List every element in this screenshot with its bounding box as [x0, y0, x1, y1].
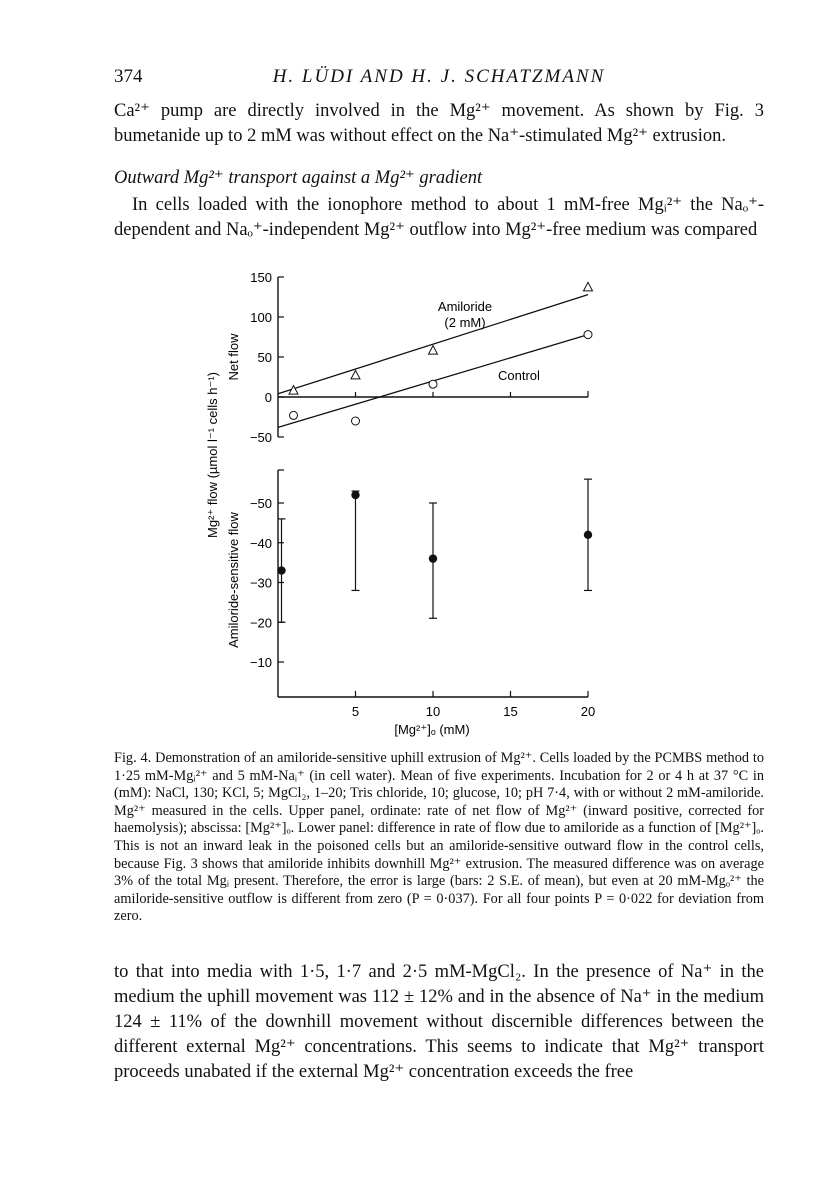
- upper-y-tick-label: −50: [249, 430, 272, 445]
- upper-ylabel: Net flow: [226, 333, 241, 381]
- lower-x-tick-label: 5: [351, 704, 360, 719]
- upper-y-tick-label: 50: [257, 350, 272, 365]
- paragraph-1: Ca²⁺ pump are directly involved in the Mg²⁺ movement. As shown by Fig. 3 bumetanide up to 2 mM was without effect on the Na⁺-stimulated Mg²⁺ extrusion.: [114, 101, 764, 146]
- amiloride-label-conc: (2 mM): [444, 315, 486, 330]
- control-point: [290, 411, 298, 419]
- section-heading: Outward Mg²⁺ transport against a Mg²⁺ gradient: [114, 168, 483, 188]
- control-point: [352, 417, 360, 425]
- running-title: H. LÜDI AND H. J. SCHATZMANN: [272, 66, 606, 87]
- lower-x-tick-label: 10: [425, 704, 441, 719]
- amiloride-sensitive-point: [277, 566, 285, 574]
- amiloride-sensitive-point: [351, 491, 359, 499]
- amiloride-point: [351, 370, 360, 379]
- upper-y-tick-label: 100: [250, 310, 272, 325]
- lower-y-tick-label: −50: [249, 496, 272, 511]
- control-point: [584, 331, 592, 339]
- control-label: Control: [498, 368, 540, 383]
- paragraph-2: In cells loaded with the ionophore method to about 1 mM-free Mgᵢ²⁺ the Naₒ⁺-dependent and Naₒ⁺-independent Mg²⁺ outflow into Mg²⁺-free medium was compared: [114, 195, 764, 240]
- amiloride-point: [584, 282, 593, 291]
- upper-panel: [250, 270, 593, 445]
- page-number: 374: [114, 66, 143, 87]
- figure-4: [0, 260, 816, 760]
- amiloride-point: [429, 346, 438, 355]
- amiloride-label: Amiloride: [437, 299, 493, 314]
- lower-y-tick-label: −10: [249, 655, 272, 670]
- page-header: [114, 66, 764, 92]
- lower-panel: [250, 470, 595, 719]
- caption-fig-label: Fig. 4.: [114, 750, 152, 766]
- lower-y-tick-label: −40: [249, 535, 272, 551]
- lower-y-tick-label: −30: [249, 575, 272, 591]
- x-axis-label: [Mg²⁺]ₒ (mM): [394, 722, 470, 737]
- lower-ylabel: Amiloride-sensitive flow: [226, 512, 241, 648]
- lower-x-tick-label: 20: [580, 704, 596, 719]
- amiloride-sensitive-point: [429, 554, 437, 562]
- control-point: [429, 380, 437, 388]
- caption-text: Demonstration of an amiloride-sensitive uphill extrusion of Mg²⁺. Cells loaded by the PCMBS method to 1·25 mM-Mgᵢ²⁺ and 5 mM-Naᵢ⁺ (in cell water). Mean of five experiments. Incubation for 2 or 4 h at 37 °C in (mM): NaCl, 130; KCl, 5; MgCl₂, 1–20; Tris chloride, 10; glucose, 10; pH 7·4, with or without 2 mM-amiloride. Mg²⁺ measured in the cells. Upper panel, ordinate: rate of net flow of Mg²⁺ (inward positive, corrected for haemolysis); abscissa: [Mg²⁺]ₒ. Lower panel: difference in rate of flow due to amiloride as a function of [Mg²⁺]ₒ. This is not an inward leak in the poisoned cells but an amiloride-sensitive outward flow in the control cells, because Fig. 3 shows that amiloride inhibits downhill Mg²⁺ extrusion. The measured difference was on average 3% of the total Mgᵢ present. Therefore, the error is large (bars: 2 S.E. of mean), but even at 20 mM-Mgₒ²⁺ the amiloride-sensitive outflow is different from zero (P = 0·037). For all four points P = 0·022 for deviation from zero.: [114, 750, 764, 925]
- lower-x-tick-label: 15: [503, 704, 518, 719]
- paragraph-3: to that into media with 1·5, 1·7 and 2·5 mM-MgCl₂. In the presence of Na⁺ in the medium the uphill movement was 112 ± 12% and in the absence of Na⁺ in the medium 124 ± 11% of the downhill movement without discernible differences between the different external Mg²⁺ concentrations. This seems to indicate that Mg²⁺ transport proceeds unabated if the external Mg²⁺ concentration exceeds the free: [114, 962, 764, 1082]
- fit-line-amiloride: [278, 295, 588, 394]
- upper-y-tick-label: 150: [250, 270, 272, 285]
- figure-caption: [114, 750, 764, 926]
- amiloride-sensitive-point: [584, 531, 592, 539]
- lower-y-tick-label: −20: [249, 615, 272, 631]
- upper-y-tick-label: 0: [264, 390, 272, 405]
- y-main-label: Mg²⁺ flow (µmol l⁻¹ cells h⁻¹): [205, 371, 220, 539]
